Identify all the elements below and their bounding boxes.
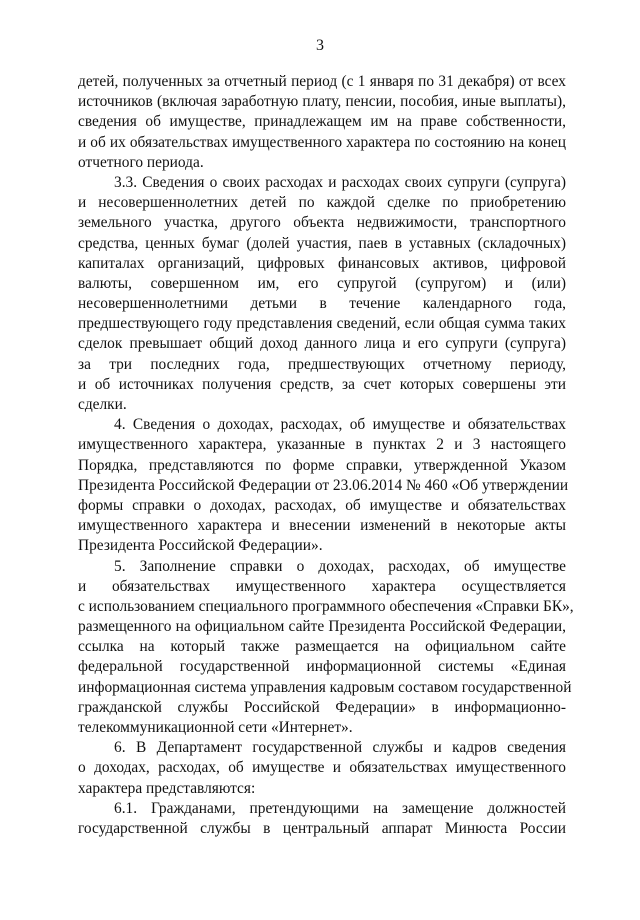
text-line: детей, полученных за отчетный период (с 1 января по 31 декабря) от всех	[78, 73, 566, 90]
text-line: и об их обязательствах имущественного характера по состоянию на конец	[78, 133, 566, 151]
text-line: средства, ценных бумаг (долей участия, паев в уставных (складочных)	[78, 234, 566, 252]
text-line: имущественного характера, указанные в пунктах 2 и 3 настоящего	[78, 436, 566, 454]
text-line: федеральной государственной информационной системы «Единая	[78, 658, 566, 676]
text-line: информационная система управления кадровым составом государственной	[78, 678, 572, 696]
text-line: 6.1. Гражданами, претендующими на замещение должностей	[114, 799, 566, 817]
text-line: сделки.	[78, 396, 127, 413]
text-line: земельного участка, другого объекта недвижимости, транспортного	[78, 214, 566, 232]
document-body	[78, 72, 574, 839]
paragraph-6	[78, 738, 566, 799]
text-line: отчетного периода.	[78, 153, 204, 171]
text-line: капиталах организаций, цифровых финансовых активов, цифровой	[78, 254, 566, 272]
text-line: 6. В Департамент государственной службы и кадров сведения	[114, 739, 566, 757]
text-line: и несовершеннолетних детей по каждой сделке по приобретению	[78, 194, 566, 212]
page-number: 3	[316, 37, 324, 54]
text-line: сделок превышает общий доход данного лица и его супруги (супруга)	[78, 335, 566, 353]
text-line: за три последних года, предшествующих отчетному периоду,	[78, 355, 566, 373]
text-line: Порядка, представляются по форме справки, утвержденной Указом	[78, 456, 566, 474]
paragraph-continuation	[78, 72, 566, 173]
text-line: телекоммуникационной сети «Интернет».	[78, 719, 353, 736]
text-line: Президента Российской Федерации от 23.06.2014 № 460 «Об утверждении	[78, 476, 569, 494]
text-line: и об источниках получения средств, за счет которых совершены эти	[78, 375, 566, 393]
text-line: характера представляются:	[78, 779, 256, 797]
text-line: несовершеннолетними детьми в течение календарного года,	[78, 295, 566, 313]
paragraph-6-1	[78, 799, 566, 839]
text-line: 4. Сведения о доходах, расходах, об имуществе и обязательствах	[114, 416, 566, 434]
paragraph-5	[78, 557, 574, 739]
text-line: имущественного характера и внесении изменений в некоторые акты	[78, 517, 566, 535]
paragraph-3-3	[78, 173, 566, 415]
text-line: 5. Заполнение справки о доходах, расходах, об имуществе	[114, 557, 566, 575]
text-line: формы справки о доходах, расходах, об имуществе и обязательствах	[78, 496, 566, 514]
text-line: предшествующего году представления сведений, если общая сумма таких	[78, 315, 566, 333]
text-line: ссылка на который также размещается на официальном сайте	[78, 638, 566, 656]
text-line: о доходах, расходах, об имуществе и обязательствах имущественного	[78, 759, 566, 777]
text-line: гражданской службы Российской Федерации» в информационно-	[78, 698, 566, 716]
paragraph-4	[78, 415, 569, 556]
text-line: Президента Российской Федерации».	[78, 537, 323, 555]
text-line: с использованием специального программного обеспечения «Справки БК»,	[78, 597, 574, 615]
text-line: источников (включая заработную плату, пенсии, пособия, иные выплаты),	[78, 93, 566, 111]
text-line: размещенного на официальном сайте Президента Российской Федерации,	[78, 618, 566, 636]
text-line: 3.3. Сведения о своих расходах и расходах своих супруги (супруга)	[114, 173, 566, 191]
text-line: валюты, совершенном им, его супругой (супругом) и (или)	[78, 274, 566, 292]
text-line: государственной службы в центральный аппарат Минюста России	[78, 819, 566, 837]
text-line: и обязательствах имущественного характера осуществляется	[78, 577, 566, 595]
text-line: сведения об имуществе, принадлежащем им на праве собственности,	[78, 113, 566, 131]
